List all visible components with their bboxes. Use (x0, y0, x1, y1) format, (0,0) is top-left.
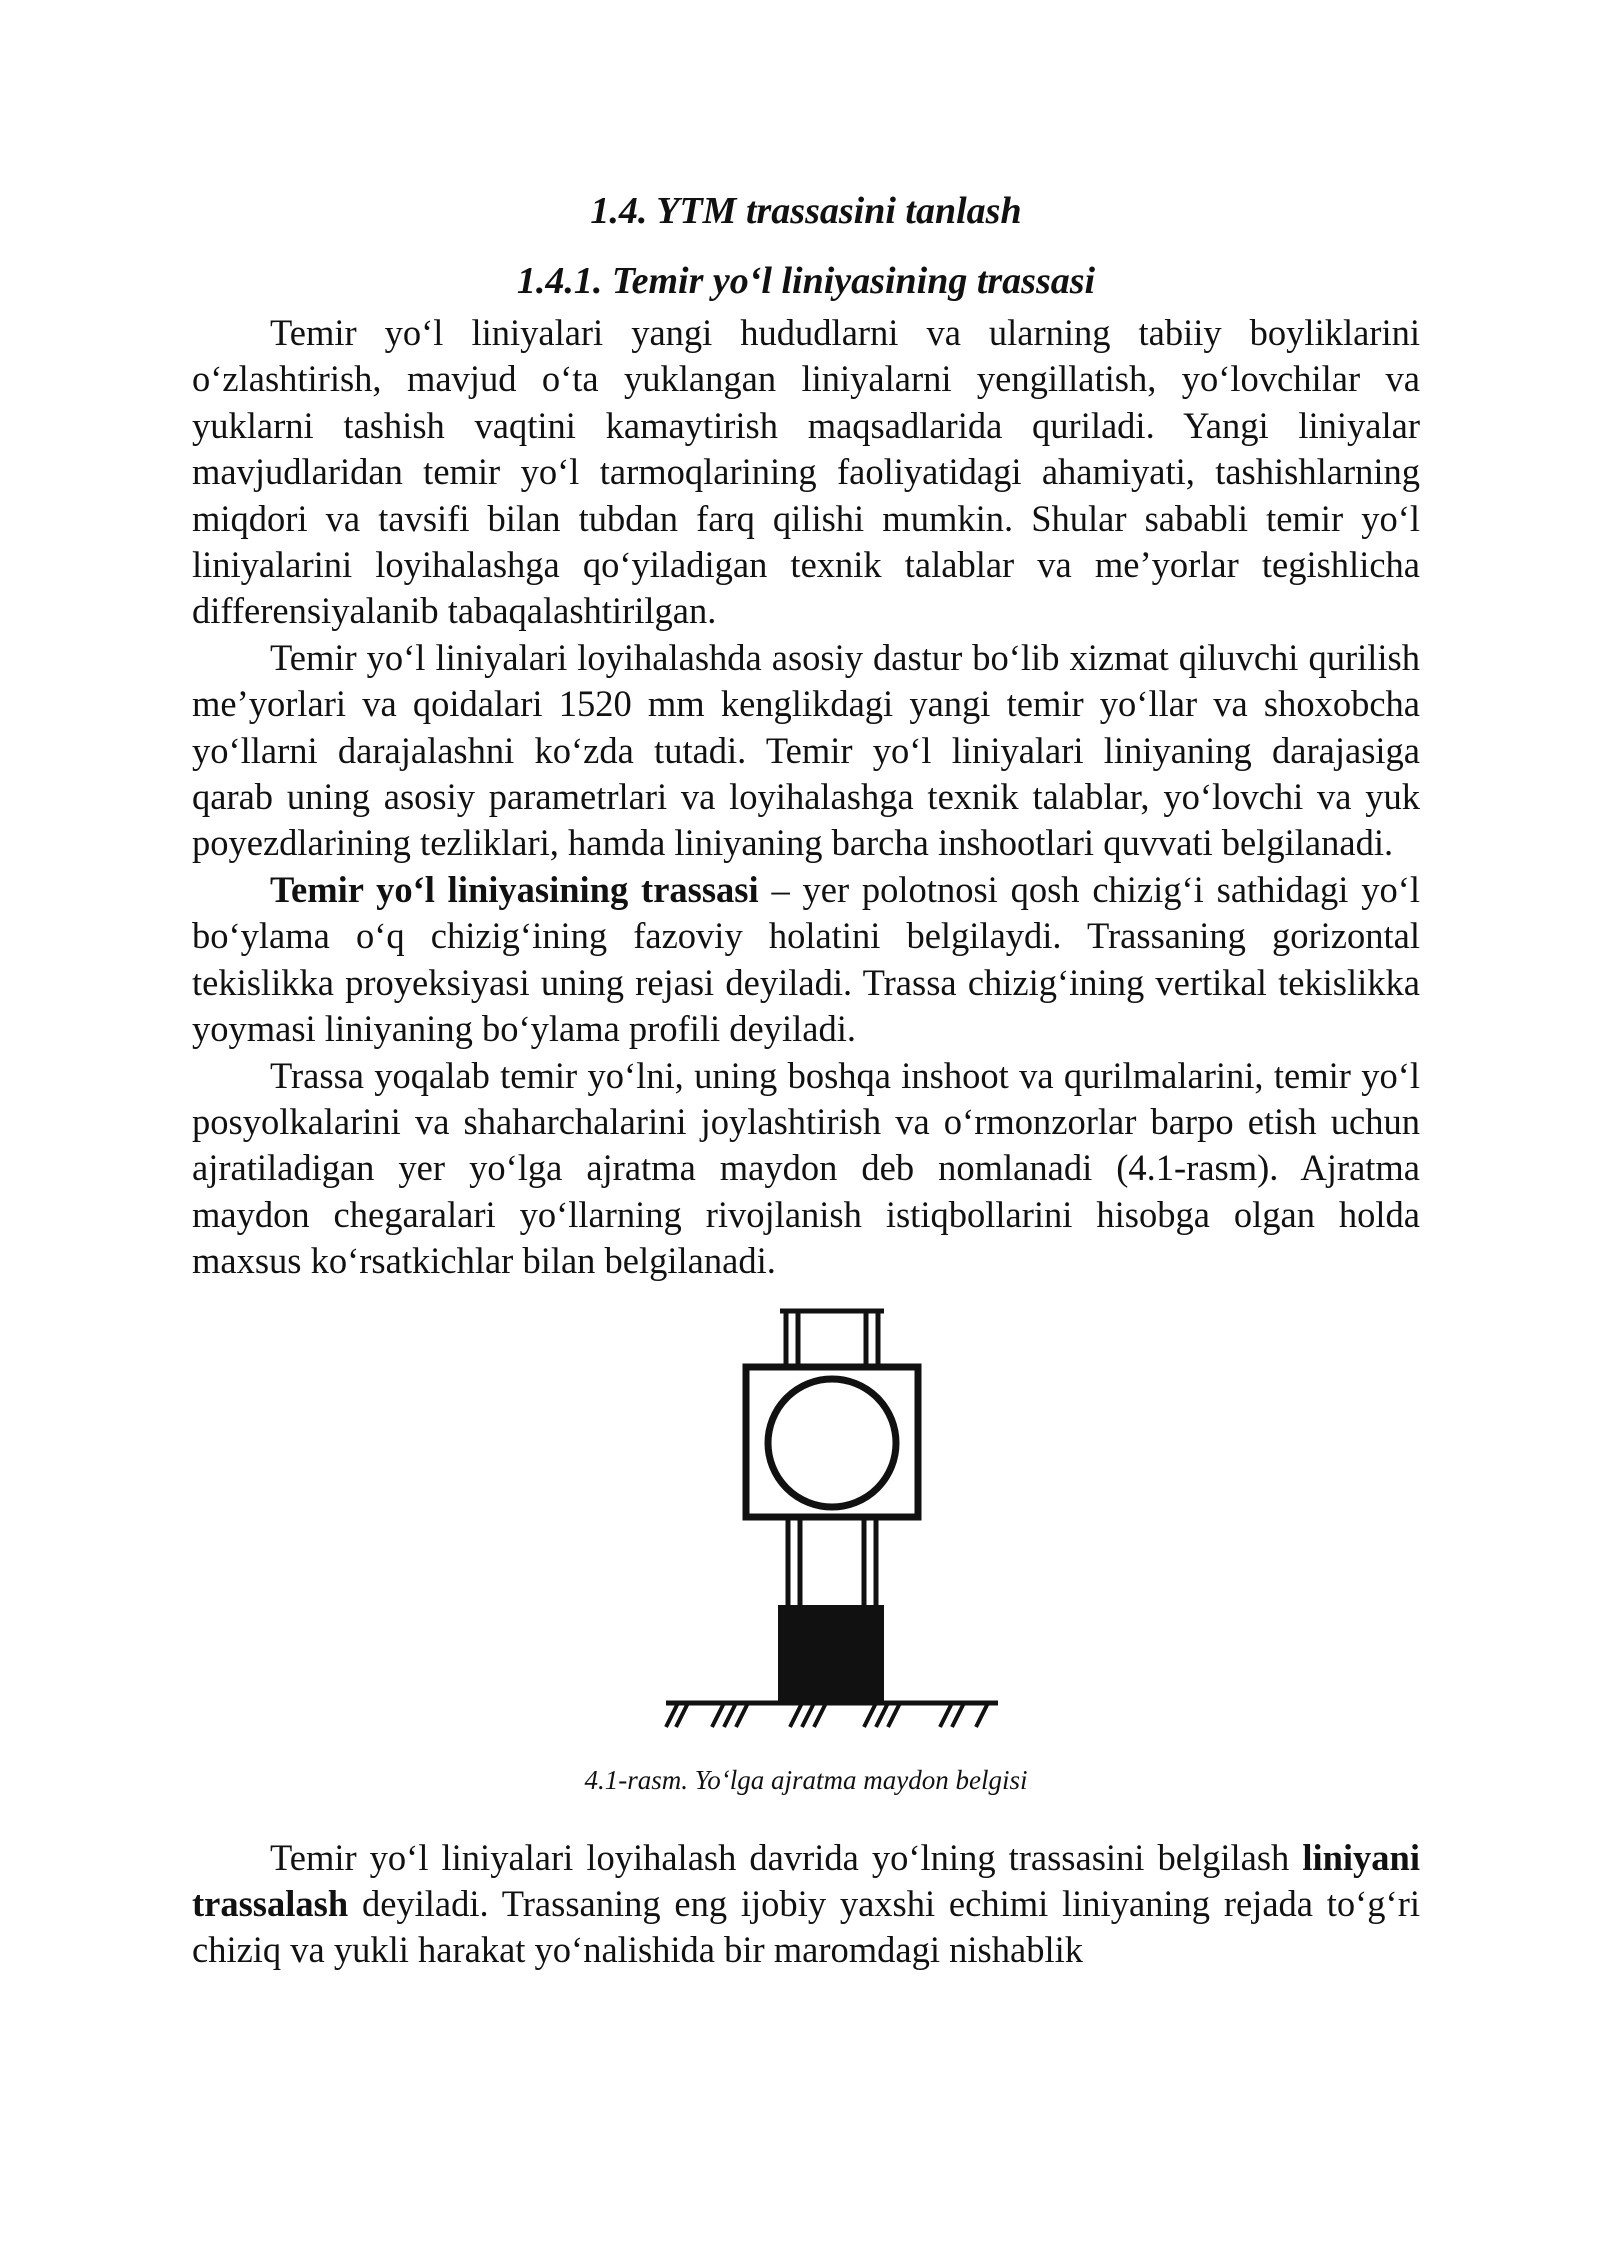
paragraph-5 (192, 1835, 1420, 1974)
ground-hatching (666, 1703, 988, 1727)
figure-4-1 (192, 1307, 1420, 1763)
paragraph-4: Trassa yoqalab temir yo‘lni, uning boshqa inshoot va qurilmalarini, temir yo‘l posyolkalarini va shaharchalarini joylashtirish va o‘rmonzorlar barpo etish uchun ajratiladigan yer yo‘lga ajratma maydon deb nomlanadi (4.1-rasm). Ajratma maydon chegaralari yo‘llarning rivojlanish istiqbollarini hisobga olgan holda maxsus ko‘rsatkichlar bilan belgilanadi. (192, 1054, 1420, 1282)
term-line-routing: liniyani trassalash (192, 1836, 1420, 1924)
sign-lower-posts (788, 1517, 876, 1605)
paragraph-3-text: – yer polotnosi qosh chizig‘i sathidagi yo‘l bo‘ylama o‘q chizig‘ining fazoviy holatini belgilaydi. Trassaning gorizontal tekislikka proyeksiyasi uning rejasi deyiladi. Trassa chizig‘ining vertikal tekislikka yoymasi liniyaning bo‘ylama profili deyiladi. (192, 868, 1420, 1050)
boundary-sign-illustration (664, 1307, 1004, 1753)
paragraph-5-text-end: deyiladi. Trassaning eng ijobiy yaxshi echimi liniyaning rejada to‘g‘ri chiziq va yukli harakat yo‘nalishida bir maromdagi nishablik (192, 1882, 1420, 1971)
sign-base (778, 1605, 884, 1701)
subsection-title: 1.4.1. Temir yo‘l liniyasining trassasi (516, 260, 1096, 302)
sign-plate (746, 1367, 918, 1517)
document-page (192, 188, 1420, 1974)
term-railway-route: Temir yo‘l liniyasining trassasi (270, 868, 759, 910)
section-title: 1.4. YTM trassasini tanlash (590, 190, 1022, 232)
sign-upper-posts (780, 1311, 884, 1367)
figure-caption: 4.1-rasm. Yo‘lga ajratma maydon belgisi (584, 1764, 1028, 1795)
paragraph-5-text-start: Temir yo‘l liniyalari loyihalash davrida yo‘lning trassasini belgilash (270, 1836, 1303, 1878)
paragraph-3 (192, 867, 1420, 1053)
paragraph-1: Temir yo‘l liniyalari yangi hududlarni va ularning tabiiy boyliklarini o‘zlashtirish, mavjud o‘ta yuklangan liniyalarni yengillatish, yo‘lovchilar va yuklarni tashish vaqtini kamaytirish maqsadlarida quriladi. Yangi liniyalar mavjudlaridan temir yo‘l tarmoqlarining faoliyatidagi ahamiyati, tashishlarning miqdori va tavsifi bilan tubdan farq qilishi mumkin. Shular sababli temir yo‘l liniyalarini loyihalashga qo‘yiladigan texnik talablar va me’yorlar tegishlicha differensiyalanib tabaqalashtirilgan. (192, 312, 1420, 632)
paragraph-2: Temir yo‘l liniyalari loyihalashda asosiy dastur bo‘lib xizmat qiluvchi qurilish me’yorlari va qoidalari 1520 mm kenglikdagi yangi temir yo‘llar va shoxobcha yo‘llarni darajalashni ko‘zda tutadi. Temir yo‘l liniyalari liniyaning darajasiga qarab uning asosiy parametrlari va loyihalashga texnik talablar, yo‘lovchi va yuk poyezdlarining tezliklari, hamda liniyaning barcha inshootlari quvvati belgilanadi. (192, 636, 1420, 864)
